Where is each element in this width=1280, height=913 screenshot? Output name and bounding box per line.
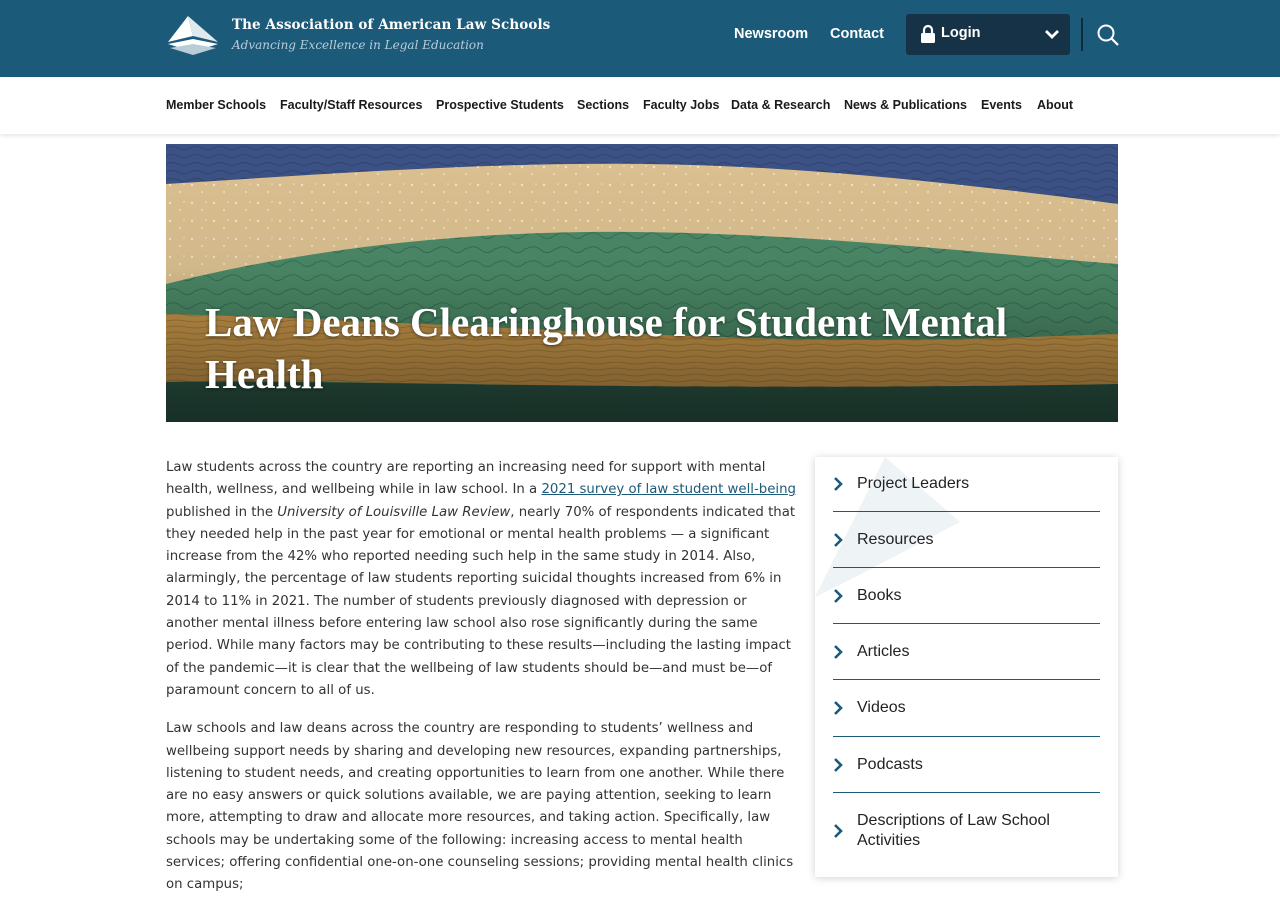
article-paragraph: Law schools and law deans across the country are responding to students’ wellness and wellbeing support needs by sharing and developing new resources, expanding partnerships, listening to student needs, and creating opportunities to learn from one another. While there are no easy answers or quick solutions available, we are paying attention, seeking to learn more, attempting to draw and allocate more resources, and taking action. Specifically, law schools may be undertaking some of the following: increasing access to mental health services; offering confidential one-on-one counseling sessions; providing mental health clinics on campus; xyxy=(166,721,794,893)
nav-item-news-publications[interactable]: News & Publications xyxy=(844,98,967,112)
sidebar-item-label: Descriptions of Law School Activities xyxy=(857,812,1050,849)
sidebar-menu xyxy=(815,457,1118,877)
top-header xyxy=(0,0,1280,77)
header-divider xyxy=(1081,18,1083,51)
nav-item-prospective-students[interactable]: Prospective Students xyxy=(436,98,564,112)
chevron-down-icon xyxy=(1044,27,1060,41)
article-body xyxy=(166,457,796,913)
login-dropdown-button[interactable] xyxy=(906,14,1070,55)
chevron-right-icon xyxy=(833,644,843,660)
contact-link[interactable]: Contact xyxy=(830,26,884,42)
sidebar-item-books[interactable] xyxy=(833,568,1100,624)
sidebar-item-label: Articles xyxy=(857,643,910,660)
paragraph-text: , nearly 70% of respondents indicated that they needed help in the past year for emotional or mental health problems — a significant increase from the 42% who reported needing such help in the same study in 2014. Also, alarmingly, the percentage of law students reporting suicidal thoughts increased from 6% in 2014 to 11% in 2021. The number of students previously diagnosed with depression or another mental illness before entering law school also rose significantly during the same period. While many factors may be contributing to these results—including the lasting impact of the pandemic—it is clear that the wellbeing of law students should be—and must be—of paramount concern to all of us. xyxy=(166,504,796,698)
nav-item-events[interactable]: Events xyxy=(981,98,1022,112)
page-title: Law Deans Clearinghouse for Student Mental Health xyxy=(205,299,1008,397)
nav-item-data-research[interactable]: Data & Research xyxy=(731,98,831,112)
chevron-right-icon xyxy=(833,700,843,716)
search-icon[interactable] xyxy=(1096,23,1120,47)
hero-banner xyxy=(166,144,1118,422)
chevron-right-icon xyxy=(833,532,843,548)
chevron-right-icon xyxy=(833,588,843,604)
nav-item-member-schools[interactable]: Member Schools xyxy=(166,98,267,112)
article-paragraph xyxy=(166,457,796,702)
paragraph-text: published in the xyxy=(166,504,278,520)
nav-item-faculty-jobs[interactable]: Faculty Jobs xyxy=(643,98,720,112)
chevron-right-icon xyxy=(833,823,843,839)
newsroom-link[interactable]: Newsroom xyxy=(734,26,809,42)
nav-item-about[interactable]: About xyxy=(1037,98,1074,112)
chevron-right-icon xyxy=(833,757,843,773)
login-label: Login xyxy=(941,25,981,41)
sidebar-item-label: Podcasts xyxy=(857,756,923,773)
sidebar-item-resources[interactable] xyxy=(833,512,1100,568)
org-name[interactable]: The Association of American Law Schools xyxy=(232,17,551,33)
sidebar-item-label: Project Leaders xyxy=(857,475,970,492)
survey-link[interactable]: 2021 survey of law student well-being xyxy=(541,482,796,498)
sidebar-item-podcasts[interactable] xyxy=(833,737,1100,793)
sidebar-item-label: Resources xyxy=(857,531,934,548)
nav-item-faculty-staff-resources[interactable]: Faculty/Staff Resources xyxy=(280,98,423,112)
nav-item-sections[interactable]: Sections xyxy=(577,98,630,112)
sidebar-item-label: Books xyxy=(857,587,902,604)
chevron-right-icon xyxy=(833,476,843,492)
org-tagline: Advancing Excellence in Legal Education xyxy=(232,38,484,52)
sidebar-item-label: Videos xyxy=(857,699,906,716)
sidebar-item-project-leaders[interactable] xyxy=(833,457,1100,512)
aals-logo-icon[interactable] xyxy=(166,14,220,56)
sidebar-item-articles[interactable] xyxy=(833,624,1100,680)
journal-title: University of Louisville Law Review xyxy=(277,504,511,520)
sidebar-item-videos[interactable] xyxy=(833,680,1100,737)
main-nav xyxy=(0,77,1280,134)
sidebar-item-descriptions-of-law-school-activities[interactable] xyxy=(833,793,1100,873)
lock-icon xyxy=(920,25,936,43)
paragraph-text: Law students across the country are reporting an increasing need for support with mental health, wellness, and wellbeing while in law school. In a xyxy=(166,460,766,498)
